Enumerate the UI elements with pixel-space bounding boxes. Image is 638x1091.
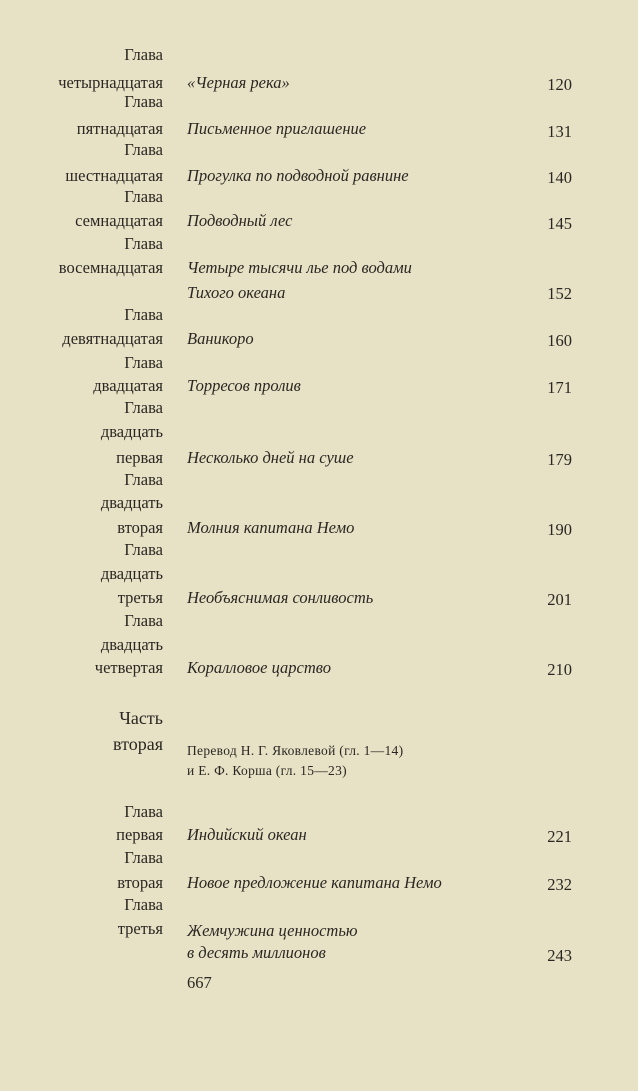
chapter-number: двадцать [100,422,163,441]
chapter-number: пятнадцатая [76,119,163,138]
page-number: 190 [547,520,572,539]
chapter-label: Глава [124,140,163,159]
chapter-title: Индийский океан [187,825,307,844]
chapter-label: Глава [124,187,163,206]
page-number: 152 [547,284,572,303]
page-number: 201 [547,590,572,609]
chapter-number: вторая [117,873,163,892]
chapter-title: Коралловое царство [187,658,331,677]
chapter-title: Ваникоро [187,329,254,348]
page-number: 160 [547,331,572,350]
chapter-number: восемнадцатая [58,258,163,277]
page-number: 145 [547,214,572,233]
chapter-title: Несколько дней на суше [187,448,354,467]
chapter-title: Прогулка по подводной равнине [187,166,409,185]
chapter-number: девятнадцатая [62,329,163,348]
page-number: 232 [547,875,572,894]
part-label: Часть [119,708,163,728]
chapter-label: Глава [124,353,163,372]
chapter-title: Необъяснимая сонливость [187,588,374,607]
translator-note-line2: и Е. Ф. Корша (гл. 15—23) [187,763,347,778]
chapter-number-line2: первая [116,448,163,467]
page-number: 131 [547,122,572,141]
chapter-number: третья [117,919,163,938]
chapter-label: Глава [124,398,163,417]
chapter-title: Молния капитана Немо [187,518,355,537]
chapter-number: первая [116,825,163,844]
page-number: 243 [547,946,572,965]
chapter-title-line2: в десять миллионов [187,943,326,962]
chapter-label: Глава [124,234,163,253]
page-number: 140 [547,168,572,187]
chapter-label: Глава [124,470,163,489]
chapter-number-line2: третья [117,588,163,607]
chapter-number-line2: вторая [117,518,163,537]
chapter-title: Письменное приглашение [187,119,367,138]
folio-page-number: 667 [187,973,212,992]
chapter-title: Торресов пролив [187,376,301,395]
chapter-number: двадцать [100,635,163,654]
chapter-number: двадцатая [93,376,163,395]
chapter-label: Глава [124,611,163,630]
chapter-number: шестнадцатая [65,166,163,185]
chapter-title: «Черная река» [187,73,290,92]
chapter-label: Глава [124,540,163,559]
chapter-number: двадцать [100,564,163,583]
chapter-title: Новое предложение капитана Немо [187,873,442,892]
chapter-label: Глава [124,45,163,64]
chapter-label: Глава [124,92,163,111]
page-number: 171 [547,378,572,397]
part-number: вторая [113,734,163,754]
chapter-title: Подводный лес [187,211,293,230]
chapter-label: Глава [124,895,163,914]
chapter-number: четырнадцатая [58,73,163,92]
page-number: 210 [547,660,572,679]
chapter-number: двадцать [100,493,163,512]
chapter-label: Глава [124,305,163,324]
chapter-number-line2: четвертая [94,658,163,677]
chapter-title: Жемчужина ценностью [187,921,358,940]
chapter-title-line2: Тихого океана [187,283,286,302]
chapter-number: семнадцатая [75,211,163,230]
chapter-label: Глава [124,802,163,821]
translator-note: Перевод Н. Г. Яковлевой (гл. 1—14) [187,743,404,758]
chapter-label: Глава [124,848,163,867]
page-number: 179 [547,450,572,469]
page-number: 221 [547,827,572,846]
chapter-title: Четыре тысячи лье под водами [187,258,412,277]
page-number: 120 [547,75,572,94]
